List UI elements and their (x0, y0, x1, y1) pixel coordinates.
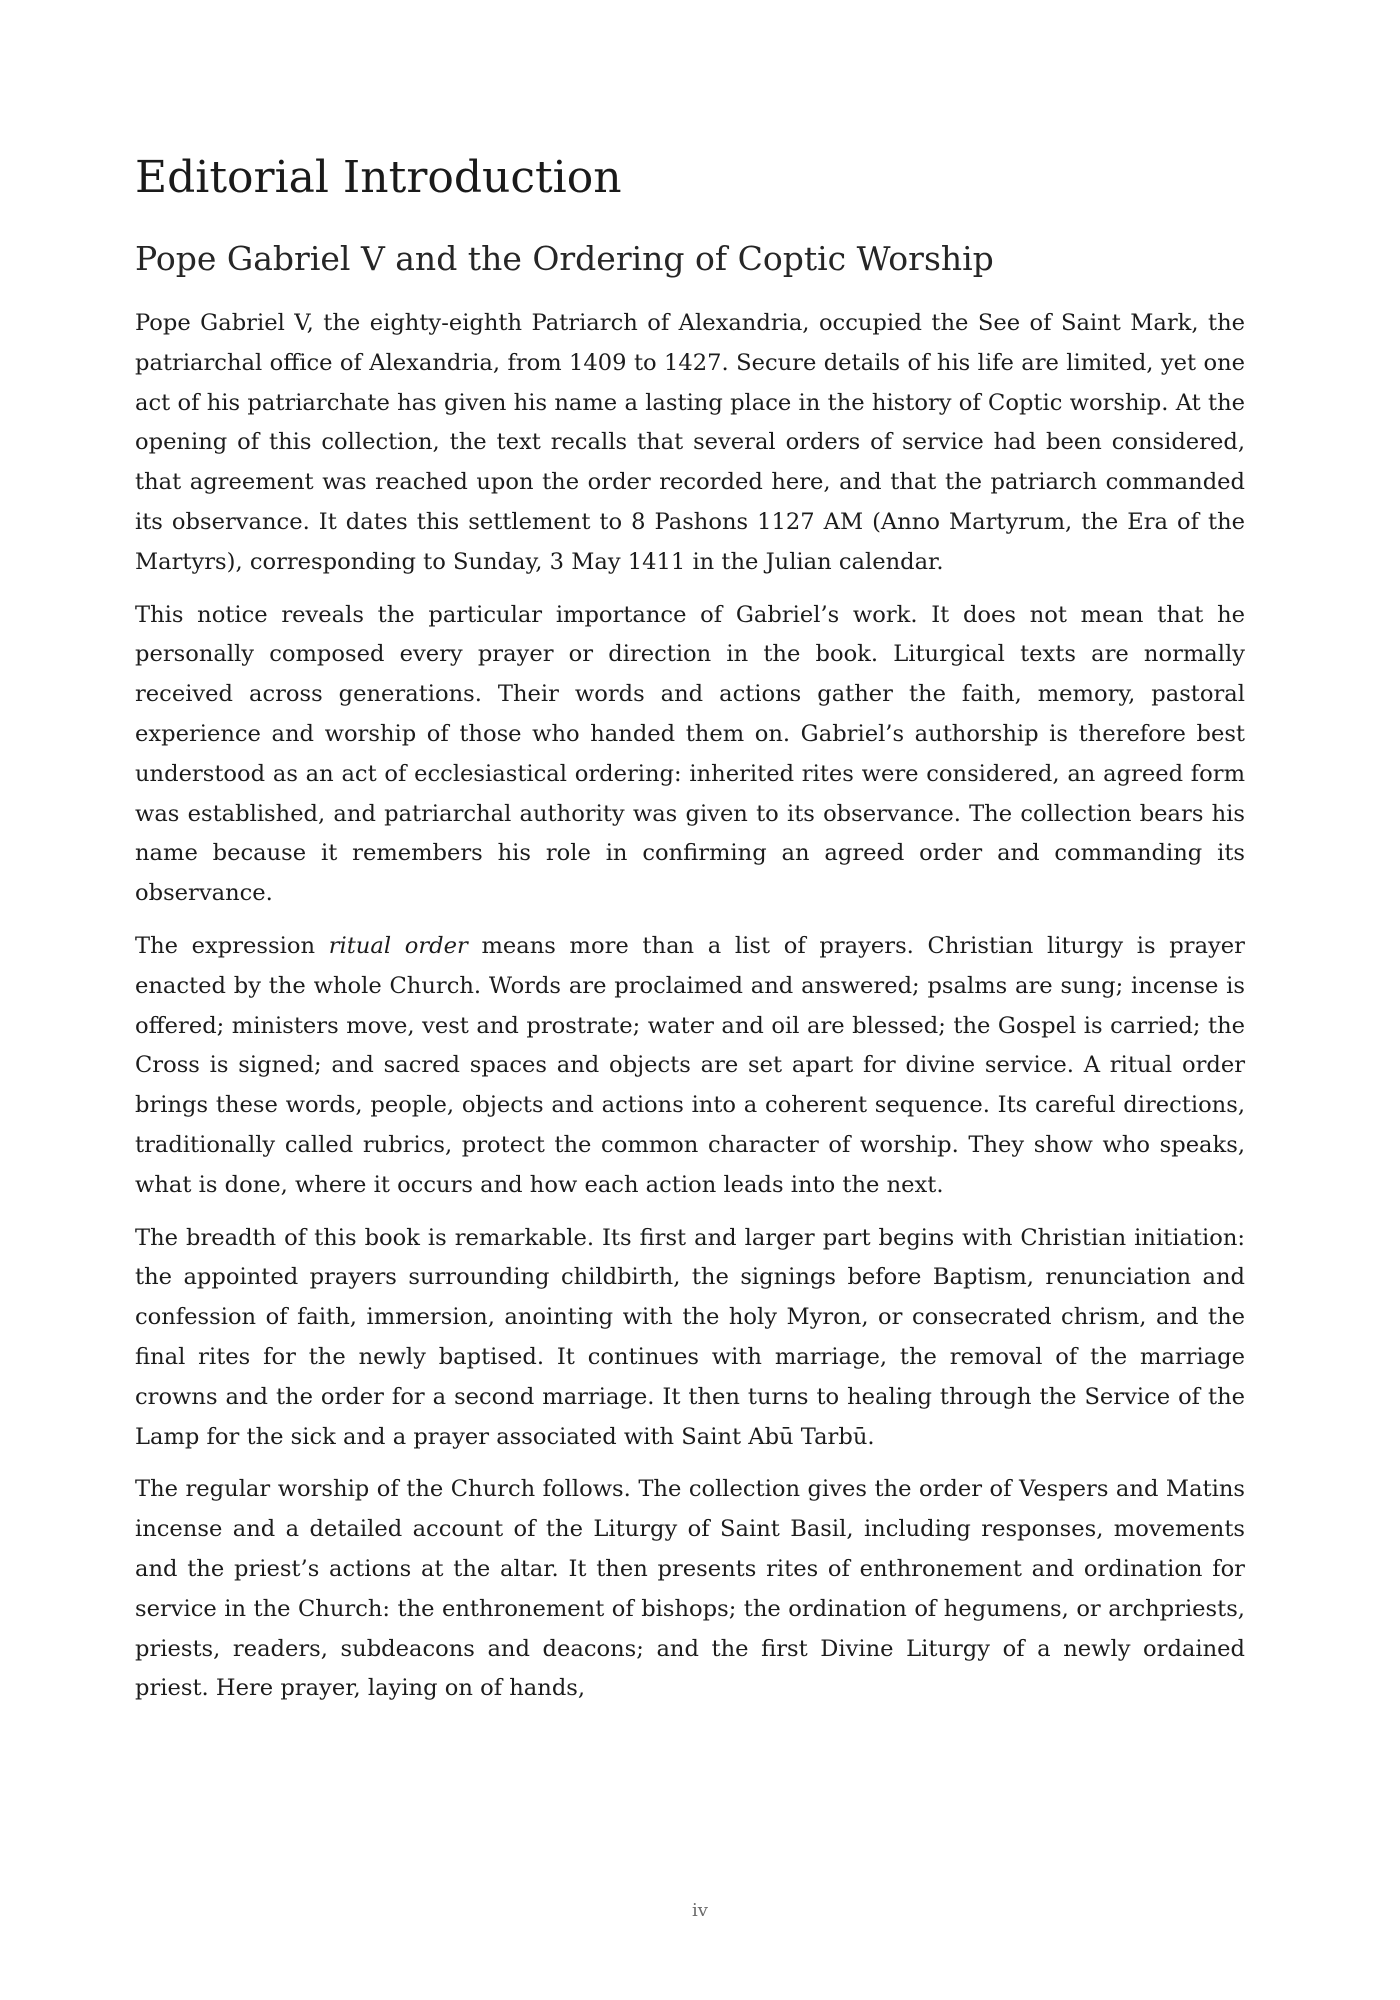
page-content (135, 150, 1245, 1722)
paragraph: Pope Gabriel V, the eighty-eighth Patriarch of Alexandria, occupied the See of Saint Mark, the patriarchal office of Alexandria, from 1409 to 1427. Secure details of his life are limited, yet one act of his patriarchate has given his name a lasting place in the history of Coptic worship. At the opening of this collection, the text recalls that several orders of service had been considered, that agreement was reached upon the order recorded here, and that the patriarch commanded its observance. It dates this settlement to 8 Pashons 1127 AM (Anno Martyrum, the Era of the Martyrs), corresponding to Sunday, 3 May 1411 in the Julian calendar. (135, 310, 1245, 575)
paragraph-text-start: The expression (135, 932, 329, 959)
page-title: Editorial Introduction (135, 152, 622, 203)
paragraph: The regular worship of the Church follows. The collection gives the order of Vespers and Matins incense and a detailed account of the Liturgy of Saint Basil, including responses, movements and the priest’s actions at the altar. It then presents rites of enthronement and ordination for service in the Church: the enthronement of bishops; the ordination of hegumens, or archpriests, priests, readers, subdeacons and deacons; and the first Divine Liturgy of a newly ordained priest. Here prayer, laying on of hands, (135, 1476, 1245, 1702)
paragraph: This notice reveals the particular importance of Gabriel’s work. It does not mean that he personally composed every prayer or direction in the book. Liturgical texts are normally received across generations. Their words and actions gather the faith, memory, pastoral experience and worship of those who handed them on. Gabriel’s authorship is therefore best understood as an act of ecclesiastical ordering: inherited rites were considered, an agreed form was established, and patriarchal authority was given to its observance. The collection bears his name because it remembers his role in confirming an agreed order and commanding its observance. (135, 601, 1245, 907)
paragraph: The breadth of this book is remarkable. Its first and larger part begins with Christian initiation: the appointed prayers surrounding childbirth, the signings before Baptism, renunciation and confession of faith, immersion, anointing with the holy Myron, or consecrated chrism, and the final rites for the newly baptised. It continues with marriage, the removal of the marriage crowns and the order for a second marriage. It then turns to healing through the Service of the Lamp for the sick and a prayer associated with Saint Abū Tarbū. (135, 1224, 1245, 1450)
page-number: iv (692, 1900, 708, 1921)
body-text (135, 304, 1245, 1709)
section-heading: Pope Gabriel V and the Ordering of Coptic Worship (135, 239, 994, 278)
emphasized-term: ritual order (328, 932, 468, 959)
paragraph (135, 927, 1245, 1206)
paragraph-text-rest: means more than a list of prayers. Christian liturgy is prayer enacted by the whole Church. Words are proclaimed and answered; psalms are sung; incense is offered; ministers move, vest and prostrate; water and oil are blessed; the Gospel is carried; the Cross is signed; and sacred spaces and objects are set apart for divine service. A ritual order brings these words, people, objects and actions into a coherent sequence. Its careful directions, traditionally called rubrics, protect the common character of worship. They show who speaks, what is done, where it occurs and how each action leads into the next. (135, 932, 1245, 1198)
